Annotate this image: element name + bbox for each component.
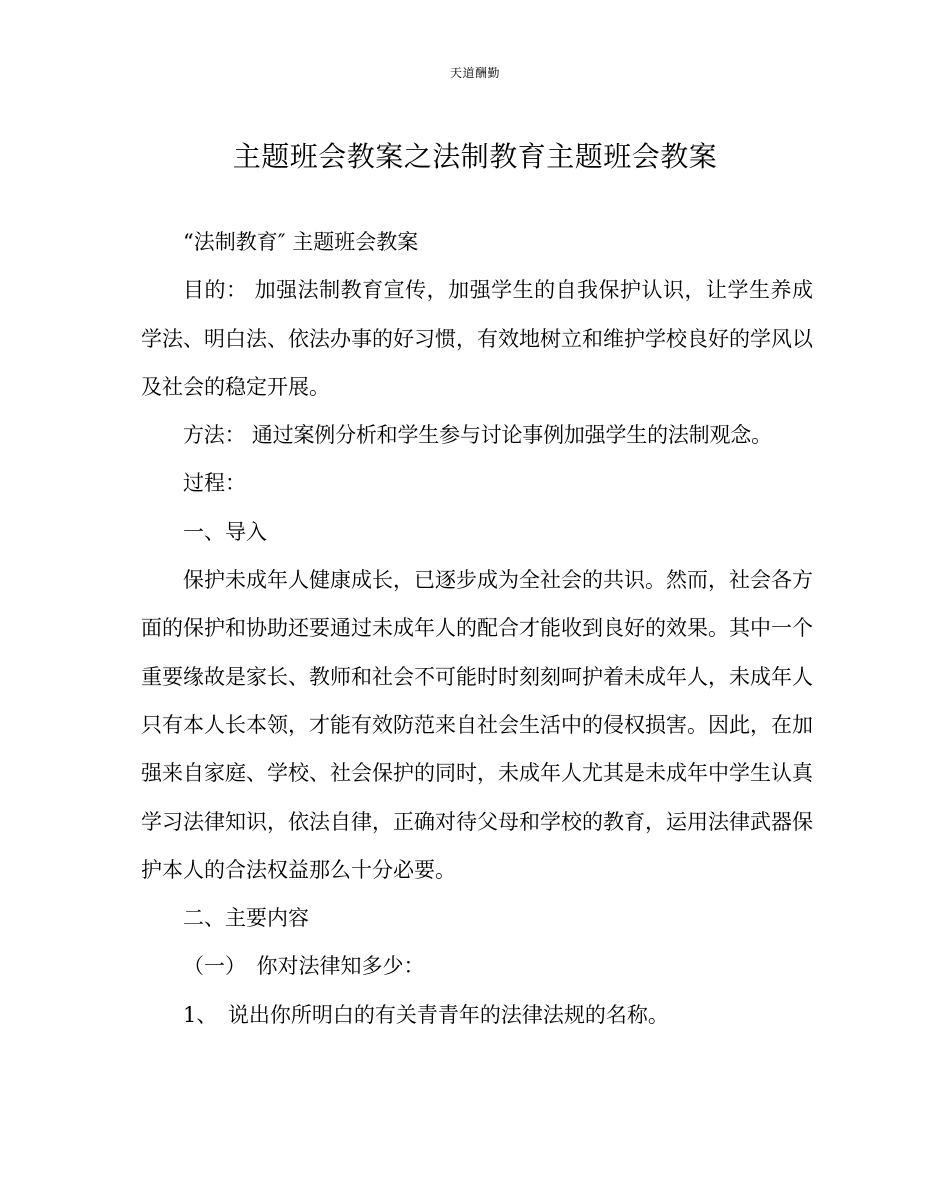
paragraph-subtitle: “法制教育″ 主题班会教案 [183,230,419,254]
section-heading-intro: 一、导入 [183,519,267,544]
paragraph-intro-body: 保护未成年人健康成长，已逐步成为全社会的共识。然而，社会各方面的保护和协助还要通过未成年人的配合才能收到良好的效果。其中一个重要缘故是家长、教师和社会不可能时时刻刻呵护着未成年人，未成年人只有本人长本领，才能有效防范来自社会生活中的侵权损害。因此，在加强来自家庭、学校、社会保护的同时，未成年人尤其是未成年中学生认真学习法律知识，依法自律，正确对待父母和学校的教育，运用法律武器保护本人的合法权益那么十分必要。 [141,568,813,882]
subsection-heading-law-knowledge: （一） 你对法律知多少： [183,954,425,979]
paragraph-process: 过程： [183,471,246,496]
list-item-1: 1、 说出你所明白的有关青青年的法律法规的名称。 [183,1002,669,1027]
section-heading-main-content: 二、主要内容 [183,906,309,931]
document-body [141,218,813,1039]
page-header: 天道酬勤 [449,66,500,80]
paragraph-method: 方法： 通过案例分析和学生参与讨论事例加强学生的法制观念。 [183,423,772,448]
document-title: 主题班会教案之法制教育主题班会教案 [232,140,718,173]
paragraph-purpose: 目的： 加强法制教育宣传，加强学生的自我保护认识，让学生养成学法、明白法、依法办事的好习惯，有效地树立和维护学校良好的学风以及社会的稳定开展。 [141,278,813,399]
